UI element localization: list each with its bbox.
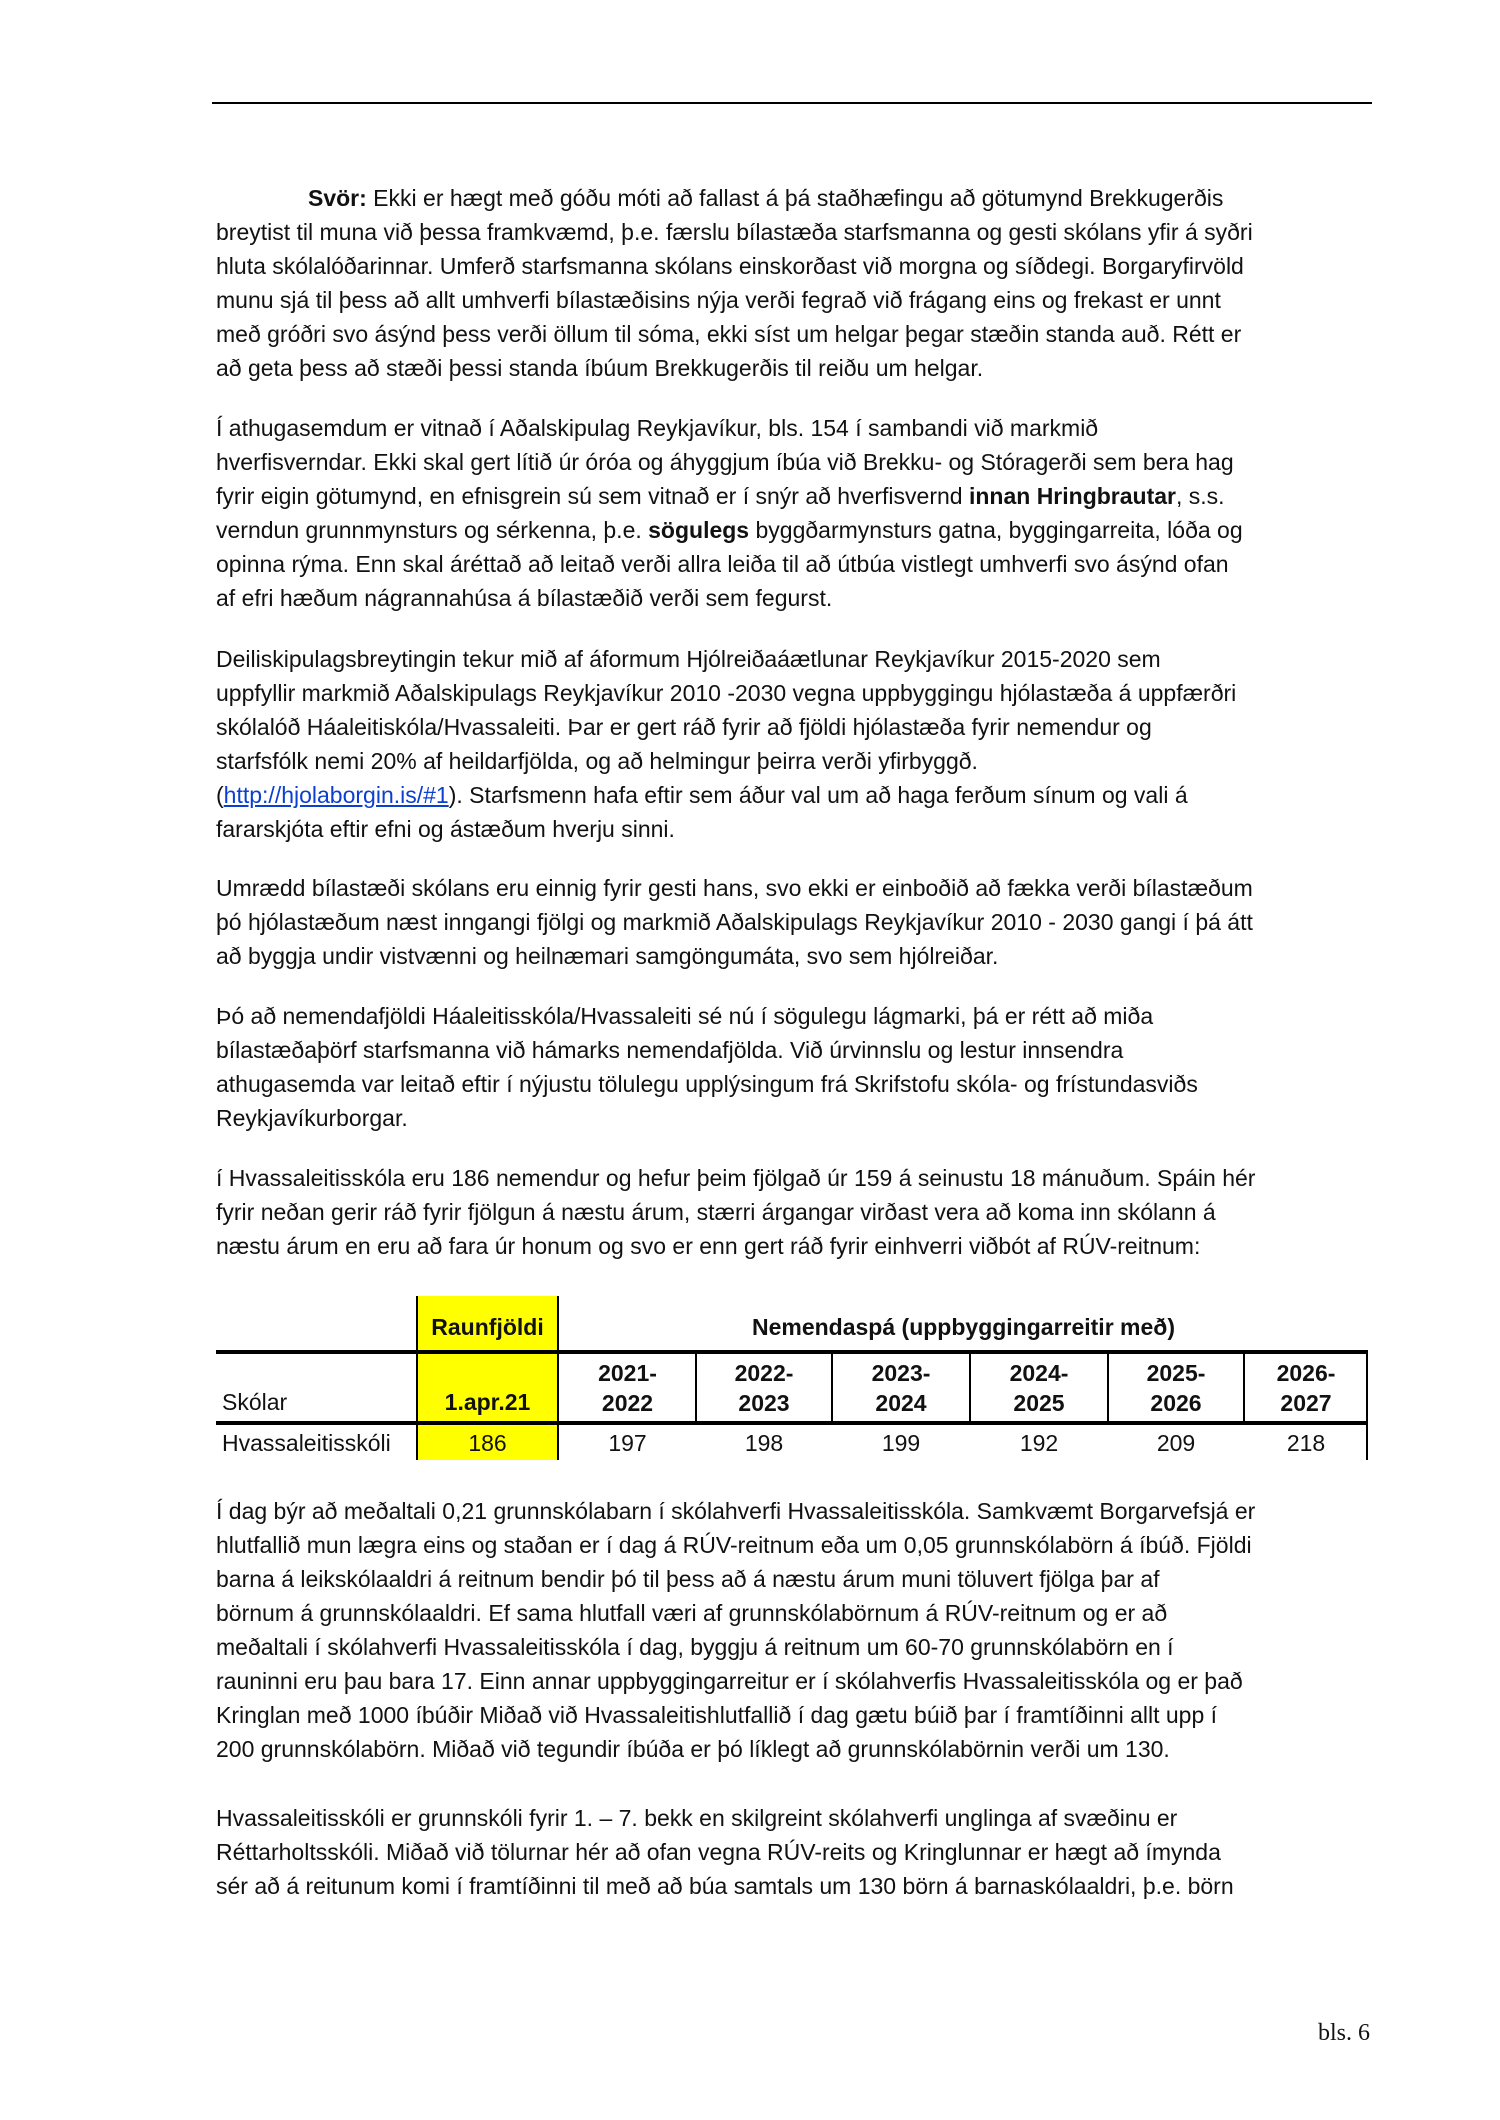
column-separator [969,1350,971,1423]
paragraph [216,871,1376,973]
text-segment: rauninni eru þau bara 17. Einn annar uppbyggingarreitur er í skólahverfis Hvassaleitisskóla og er það [216,1668,1243,1694]
hjolaborgin-link[interactable]: http://hjolaborgin.is/#1 [223,782,449,808]
year-header [696,1354,832,1421]
year-header [1108,1354,1244,1421]
text-segment: með gróðri svo ásýnd þess verði öllum til sóma, ekki síst um helgar þegar stæðin standa auð. Rétt er [216,321,1242,347]
text-line [216,778,1376,812]
year-header-line: 2022 [601,1389,654,1416]
forecast-header: Nemendaspá (uppbyggingarreitir með) [751,1314,1175,1340]
text-segment: starfsfólk nemi 20% af heildarfjölda, og að helmingur þeirra verði yfirbyggð. [216,748,978,774]
forecast-value-cell: 197 [608,1429,647,1456]
year-header-line: 2026- [1276,1359,1336,1386]
text-line [216,939,1376,973]
school-name-cell: Hvassaleitisskóli [222,1429,391,1456]
text-segment: sér að á reitunum komi í framtíðinni til með að búa samtals um 130 börn á barnaskólaaldri, þ.e. börn [216,1873,1234,1899]
text-segment: Ekki er hægt með góðu móti að fallast á þá staðhæfingu að götumynd Brekkugerðis [366,185,1224,211]
text-line [216,1161,1376,1195]
text-line [216,642,1376,676]
student-forecast-table [216,1296,1368,1460]
text-segment: byggðarmynsturs gatna, byggingarreita, lóða og [749,517,1243,543]
text-segment: fyrir neðan gerir ráð fyrir fjölgun á næstu árum, stærri árgangar virðast vera að koma inn skólann á [216,1199,1216,1225]
text-segment: skólalóð Háaleitiskóla/Hvassaleiti. Þar er gert ráð fyrir að fjöldi hjólastæða fyrir nemendur og [216,714,1152,740]
text-segment: ( [216,782,224,808]
year-header-line: 2026 [1150,1389,1202,1416]
text-line [216,1562,1376,1596]
text-line [216,581,1376,615]
paragraph [216,1801,1376,1903]
text-segment: athugasemda var leitað eftir í nýjustu tölulegu upplýsingum frá Skrifstofu skóla- og frístundasviðs [216,1071,1198,1097]
text-line [216,710,1376,744]
text-segment: Hvassaleitisskóli er grunnskóli fyrir 1. – 7. bekk en skilgreint skólahverfi unglinga af svæðinu er [216,1805,1178,1831]
year-header-line: 2023 [738,1389,790,1416]
year-header-line: 2023- [871,1359,931,1386]
text-segment: verndun grunnmynsturs og sérkenna, þ.e. [216,517,649,543]
paragraph [216,1494,1376,1766]
text-segment: fararskjóta eftir efni og ástæðum hverju sinni. [216,816,675,842]
paragraph [216,411,1376,615]
text-segment: barna á leikskólaaldri á reitnum bendir þó til þess að á næstu árum muni töluvert fjölga þar af [216,1566,1160,1592]
forecast-value-cell: 198 [744,1429,784,1456]
text-segment: hluta skólalóðarinnar. Umferð starfsmanna skólans einskorðast við morgna og síðdegi. Borgaryfirvöld [216,253,1244,279]
text-line [216,1732,1376,1766]
text-segment: meðaltali í skólahverfi Hvassaleitisskóla í dag, byggju á reitnum um 60-70 grunnskólabörn en í [216,1634,1174,1660]
text-line [216,1698,1376,1732]
text-line [216,1630,1376,1664]
text-segment: þó hjólastæðum næst inngangi fjölgi og markmið Aðalskipulags Reykjavíkur 2010 - 2030 gangi í þá átt [216,909,1253,935]
text-line [216,1801,1376,1835]
text-segment: börnum á grunnskólaaldri. Ef sama hlutfall væri af grunnskólabörnum á RÚV-reitnum og er að [216,1600,1168,1626]
page-number: bls. 6 [1317,2020,1370,2046]
text-line [216,445,1376,479]
text-line [216,1596,1376,1630]
actual-value-cell: 186 [468,1429,507,1456]
text-line [216,479,1376,513]
text-line [216,744,1376,778]
forecast-value-cell: 192 [1019,1429,1059,1456]
text-line [216,1067,1376,1101]
text-line [216,215,1376,249]
text-segment: Reykjavíkurborgar. [216,1105,408,1131]
year-header-line: 2024 [875,1389,927,1416]
year-header-line: 2025 [1013,1389,1065,1416]
text-segment: Í athugasemdum er vitnað í Aðalskipulag Reykjavíkur, bls. 154 í sambandi við markmið [216,415,1099,441]
text-segment: Réttarholtsskóli. Miðað við tölurnar hér að ofan vegna RÚV-reits og Kringlunnar er hægt að ímynda [216,1839,1221,1865]
text-line [216,1033,1376,1067]
text-line [216,249,1376,283]
text-segment: 200 grunnskólabörn. Miðað við tegundir íbúða er þó líklegt að grunnskólabörnin verði um 130. [216,1736,1170,1762]
year-header [559,1354,696,1421]
year-header-line: 2025- [1146,1359,1206,1386]
forecast-value-cell: 199 [881,1429,921,1456]
actual-date-header: 1.apr.21 [444,1389,531,1415]
text-line [216,905,1376,939]
bold-text: Svör: [308,185,367,211]
text-line [216,676,1376,710]
bold-text: sögulegs [648,517,750,543]
year-header [1244,1354,1368,1421]
text-line [216,181,1376,215]
text-line [216,871,1376,905]
text-segment: í Hvassaleitisskóla eru 186 nemendur og hefur þeim fjölgað úr 159 á seinustu 18 mánuðum. Spáin hér [216,1165,1256,1191]
paragraph [216,181,1376,385]
text-segment: hlutfallið mun lægra eins og staðan er í dag á RÚV-reitnum eða um 0,05 grunnskólabörn á íbúð. Fjöldi [216,1532,1252,1558]
text-segment: fyrir eigin götumynd, en efnisgrein sú sem vitnað er í snýr að hverfisvernd [216,483,969,509]
paragraph [216,999,1376,1135]
column-separator [831,1350,833,1423]
text-line [216,1869,1376,1903]
forecast-value-cell: 218 [1286,1429,1326,1456]
text-segment: , s.s. [1175,483,1225,509]
text-line [216,411,1376,445]
text-line [216,1101,1376,1135]
text-line [216,1664,1376,1698]
text-line [216,1195,1376,1229]
column-separator [695,1350,697,1423]
text-segment: að geta þess að stæði þessi standa íbúum Brekkugerðis til reiðu um helgar. [216,355,984,381]
text-line [216,513,1376,547]
header-rule [212,102,1372,104]
schools-header: Skólar [222,1389,288,1415]
paragraph [216,1161,1376,1263]
text-segment: næstu árum en eru að fara úr honum og svo er enn gert ráð fyrir einhverri viðbót af RÚV-reitnum: [216,1233,1201,1259]
text-line [216,1528,1376,1562]
text-line [216,1229,1376,1263]
year-header [832,1354,970,1421]
text-line [216,351,1376,385]
text-line [216,317,1376,351]
text-segment: ). Starfsmenn hafa eftir sem áður val um að haga ferðum sínum og vali á [448,782,1188,808]
text-segment: bílastæðaþörf starfsmanna við hámarks nemendafjölda. Við úrvinnslu og lestur innsendra [216,1037,1124,1063]
actual-header: Raunfjöldi [431,1314,544,1340]
text-segment: af efri hæðum nágrannahúsa á bílastæðið verði sem fegurst. [216,585,833,611]
text-segment: munu sjá til þess að allt umhverfi bílastæðisins nýja verði fegrað við frágang eins og frekast er unnt [216,287,1221,313]
year-header [970,1354,1108,1421]
text-segment: að byggja undir vistvænni og heilnæmari samgöngumáta, svo sem hjólreiðar. [216,943,999,969]
text-segment: Í dag býr að meðaltali 0,21 grunnskólabarn í skólahverfi Hvassaleitisskóla. Samkvæmt Borgarvefsjá er [216,1498,1256,1524]
text-line [216,812,1376,846]
text-line [216,999,1376,1033]
column-separator [1107,1350,1109,1423]
paragraph [216,642,1376,846]
year-header-line: 2021- [598,1359,657,1386]
year-header-line: 2024- [1009,1359,1069,1386]
text-segment: Kringlan með 1000 íbúðir Miðað við Hvassaleitishlutfallið í dag gætu búið þar í framtíðinni allt upp í [216,1702,1218,1728]
text-segment: Umrædd bílastæði skólans eru einnig fyrir gesti hans, svo ekki er einboðið að fækka verði bílastæðum [216,875,1253,901]
text-line [216,283,1376,317]
text-segment: hverfisverndar. Ekki skal gert lítið úr óróa og áhyggjum íbúa við Brekku- og Stóragerði sem bera hag [216,449,1234,475]
text-segment: breytist til muna við þessa framkvæmd, þ.e. færslu bílastæða starfsmanna og gesti skólans yfir á syðri [216,219,1253,245]
bold-text: innan Hringbrautar [968,483,1176,509]
text-line [216,547,1376,581]
year-header-line: 2022- [734,1359,794,1386]
text-segment: opinna rýma. Enn skal áréttað að leitað verði allra leiða til að útbúa vistlegt umhverfi svo ásýnd ofan [216,551,1229,577]
text-line [216,1835,1376,1869]
text-segment: Deiliskipulagsbreytingin tekur mið af áformum Hjólreiðaáætlunar Reykjavíkur 2015-2020 sem [216,646,1161,672]
forecast-value-cell: 209 [1156,1429,1196,1456]
text-segment: Þó að nemendafjöldi Háaleitisskóla/Hvassaleiti sé nú í sögulegu lágmarki, þá er rétt að miða [216,1003,1154,1029]
column-separator [1243,1350,1245,1423]
text-line [216,1494,1376,1528]
text-segment: uppfyllir markmið Aðalskipulags Reykjavíkur 2010 -2030 vegna uppbyggingu hjólastæða á uppfærðri [216,680,1237,706]
year-header-line: 2027 [1280,1389,1332,1416]
